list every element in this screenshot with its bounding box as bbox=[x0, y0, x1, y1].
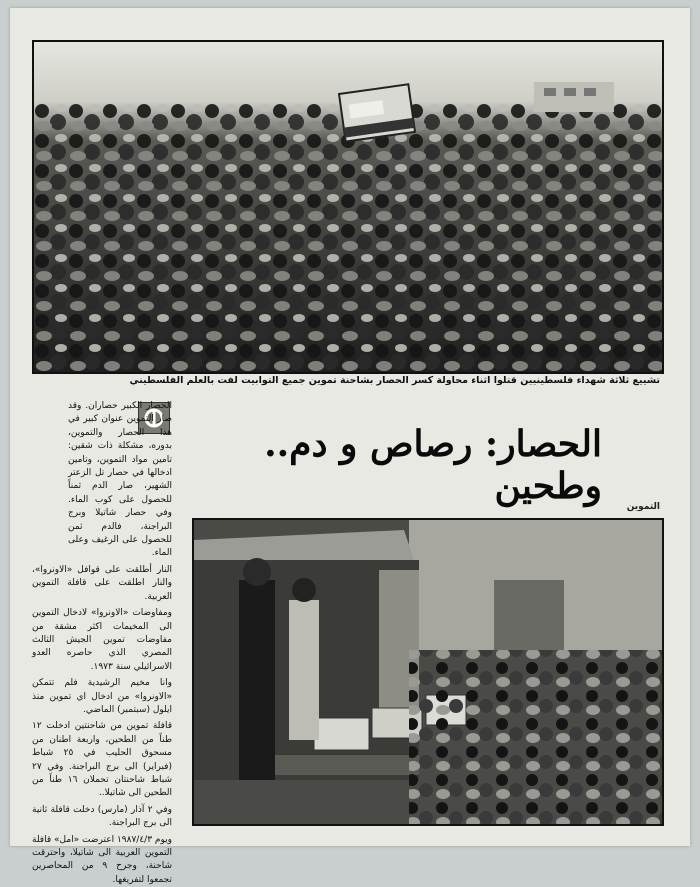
body-paragraph: وانا مخيم الرشيدية فلم تتمكن «الاونروا» من ادخال اي تموين منذ ايلول (سبتمبر) الماضي. bbox=[32, 678, 172, 715]
section-label: التموين bbox=[626, 502, 660, 512]
article-body bbox=[32, 400, 172, 885]
body-paragraph: ومفاوضات «الاونروا» لادخال التموين الى المخيمات اكثر مشقة من مفاوضات تموين الجيش الثالث المصري الذي حاصره العدو الاسرائيلي سنة ١٩٧٣. bbox=[32, 608, 172, 672]
body-paragraph: وفي ٢ آذار (مارس) دخلت قافلة ثانية الى برج البراجنة. bbox=[32, 804, 172, 829]
funeral-crowd-image bbox=[34, 42, 662, 372]
body-paragraph: الحصار الكبير حصاران. وقد صار التموين عنوان كبير في هذا الحصار والتموين، بدوره، مشكلة ذات شقين: تامين مواد التموين، وتامين ادخالها في حصار تل الزعتر الشهير، صار الدم ثمناً للحصول على كوب الماء. وفي حصار شاتيلا وبرج البراجنة، فالدم ثمن للحصول على الرغيف وعلى الماء. bbox=[68, 401, 172, 559]
funeral-crowd-photo bbox=[32, 40, 664, 374]
photo-caption: تشييع ثلاثة شهداء فلسطينيين قتلوا اثناء محاولة كسر الحصار بشاحنة تموين جميع التوابيت لفت بالعلم الفلسطيني bbox=[129, 375, 660, 386]
article-headline: الحصار: رصاص و دم.. وطحين bbox=[264, 423, 602, 507]
body-paragraph: ويوم ١٩٨٧/٤/٣ اعترضت «امل» قافلة التموين العربية الى شاتيلا، واحترقت شاحنة، وجرح ٩ من المحاصرين تجمعوا لتفريغها. bbox=[32, 834, 172, 885]
supply-truck-image bbox=[194, 520, 662, 824]
body-paragraph: قافلة تموين من شاحنتين ادخلت ١٢ طناً من الطحين، واربعة اطنان من مسحوق الحليب في ٢٥ شباط (فبراير) الى برج البراجنة. وفي ٢٧ شباط شاحنتان تحملان ١٦ طناً من الطحين الى شاتيلا.. bbox=[32, 721, 172, 799]
body-paragraph: النار أطلقت على قوافل «الاونروا»، والنار اطلقت على قافلة التموين العربية. bbox=[32, 564, 172, 602]
supply-truck-photo bbox=[192, 518, 664, 826]
magazine-page bbox=[10, 8, 690, 885]
